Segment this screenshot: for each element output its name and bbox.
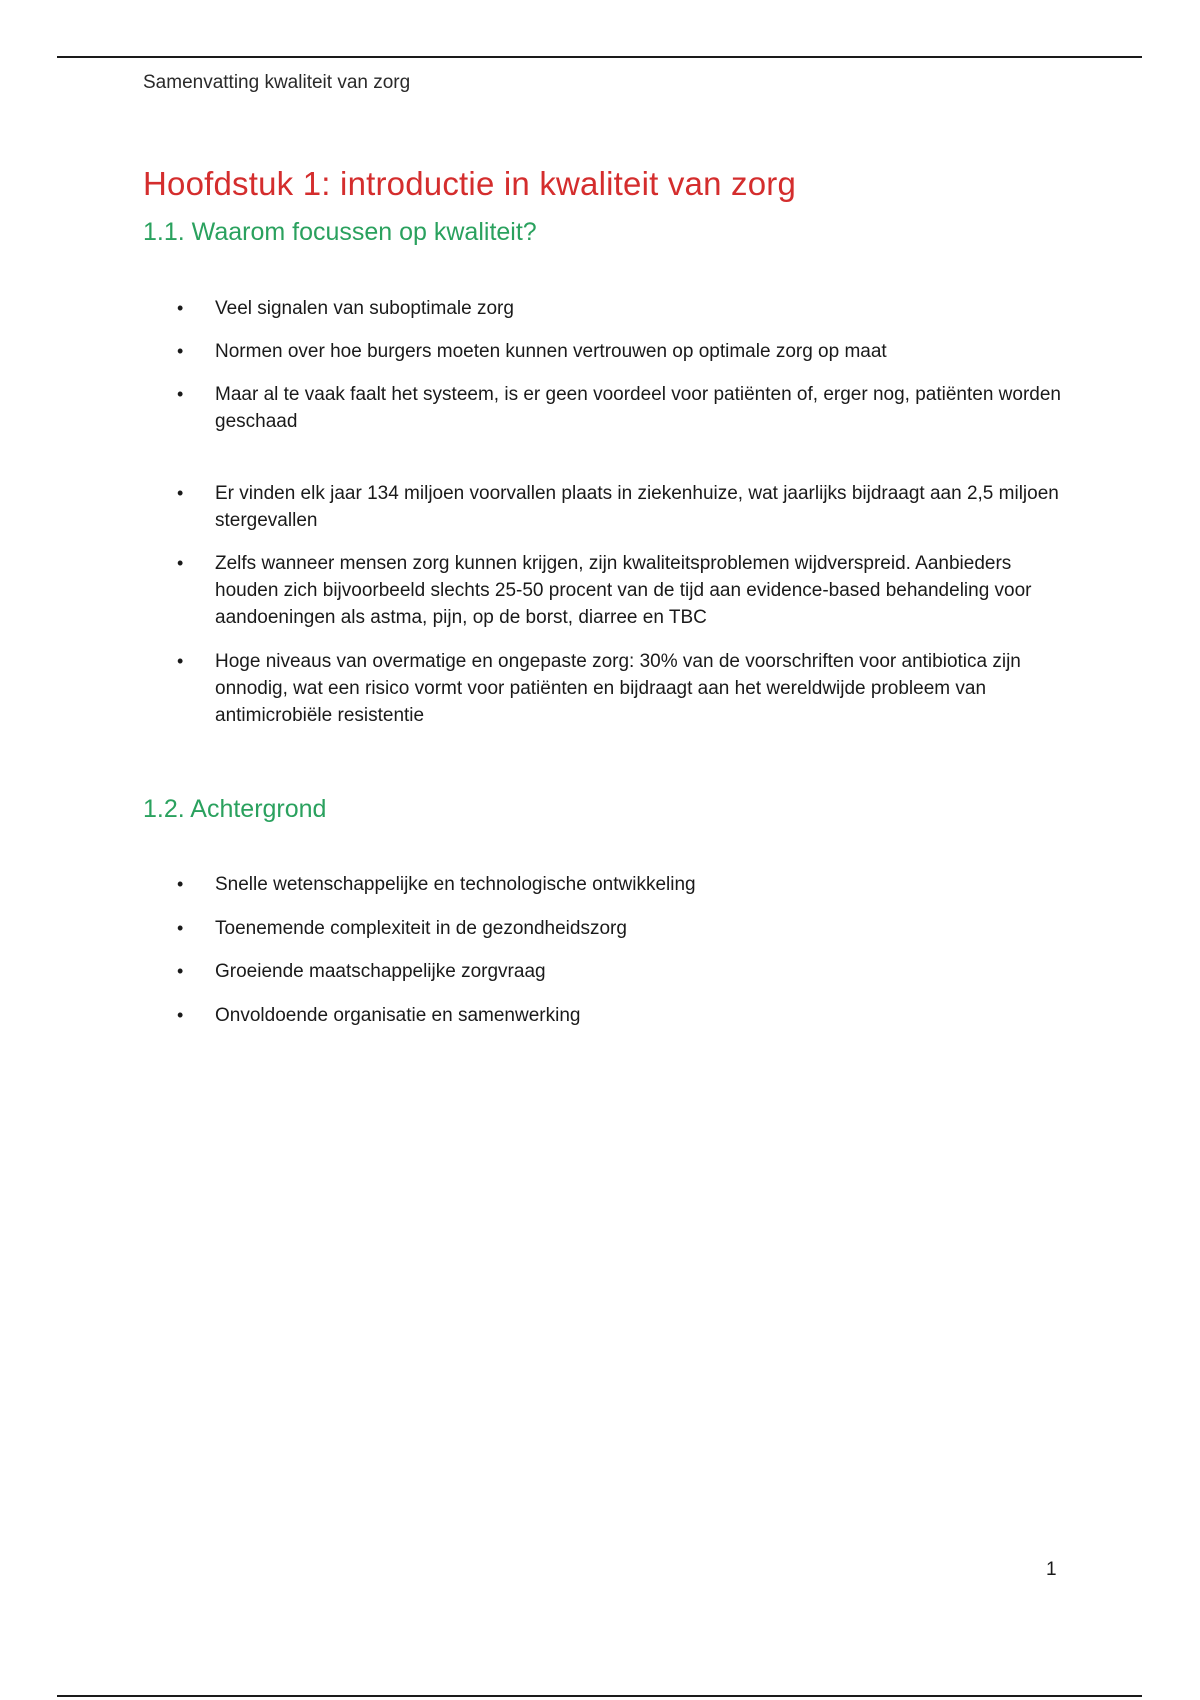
list-item — [143, 480, 1073, 534]
page-number: 1 — [1046, 1559, 1057, 1580]
list-item-text: Normen over hoe burgers moeten kunnen vertrouwen op optimale zorg op maat — [215, 341, 887, 362]
list-item — [143, 871, 1073, 898]
list-item — [143, 1002, 1073, 1029]
list-item — [143, 295, 1073, 322]
list-item — [143, 958, 1073, 985]
bullet-icon: • — [177, 918, 184, 938]
section-title-1-2: 1.2. Achtergrond — [143, 795, 327, 823]
bullet-icon: • — [177, 874, 184, 894]
bullet-icon: • — [177, 1005, 184, 1025]
footer-rule — [57, 1695, 1142, 1697]
list-item-text: Groeiende maatschappelijke zorgvraag — [215, 961, 546, 982]
list-item — [143, 381, 1073, 435]
list-item-text: Er vinden elk jaar 134 miljoen voorvallen plaats in ziekenhuize, wat jaarlijks bijdraagt aan 2,5 miljoen stergevallen — [215, 483, 1059, 531]
list-item-text: Maar al te vaak faalt het systeem, is er geen voordeel voor patiënten of, erger nog, patiënten worden geschaad — [215, 384, 1062, 432]
list-item-text: Snelle wetenschappelijke en technologische ontwikkeling — [215, 874, 696, 895]
header-rule — [57, 56, 1142, 58]
bullet-icon: • — [177, 384, 184, 404]
list-item-text: Onvoldoende organisatie en samenwerking — [215, 1005, 581, 1026]
bullet-icon: • — [177, 483, 184, 503]
chapter-title: Hoofdstuk 1: introductie in kwaliteit van zorg — [143, 165, 797, 202]
list-item — [143, 648, 1073, 729]
list-item — [143, 915, 1073, 942]
list-item — [143, 550, 1073, 631]
bullet-icon: • — [177, 961, 184, 981]
list-item-text: Veel signalen van suboptimale zorg — [215, 298, 514, 319]
list-item-text: Hoge niveaus van overmatige en ongepaste zorg: 30% van de voorschriften voor antibiotica zijn onnodig, wat een risico vormt voor patiënten en bijdraagt aan het wereldwijde probleem van antimicrobiële resistentie — [215, 651, 1021, 726]
bullet-icon: • — [177, 341, 184, 361]
running-header: Samenvatting kwaliteit van zorg — [143, 72, 411, 93]
list-item — [143, 338, 1073, 365]
bullet-icon: • — [177, 298, 184, 318]
list-item-text: Toenemende complexiteit in de gezondheidszorg — [215, 918, 627, 939]
list-item-text: Zelfs wanneer mensen zorg kunnen krijgen, zijn kwaliteitsproblemen wijdverspreid. Aanbieders houden zich bijvoorbeeld slechts 25-50 procent van de tijd aan evidence-based behandeling voor aandoeningen als astma, pijn, op de borst, diarree en TBC — [215, 553, 1032, 628]
bullet-icon: • — [177, 651, 184, 671]
bullet-icon: • — [177, 553, 184, 573]
section-title-1-1: 1.1. Waarom focussen op kwaliteit? — [143, 218, 537, 246]
